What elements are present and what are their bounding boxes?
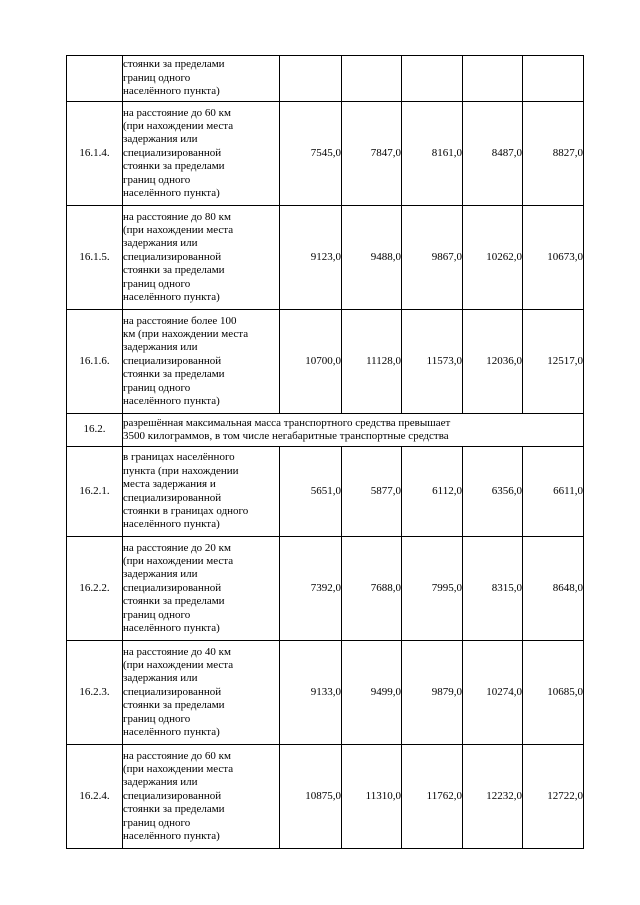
- table-row: [67, 641, 584, 745]
- row-number: 16.2.1.: [67, 447, 123, 537]
- value-cell: 12232,0: [463, 745, 523, 849]
- value-cell: 9867,0: [402, 206, 463, 310]
- value-cell: [342, 56, 402, 102]
- row-number: 16.1.6.: [67, 310, 123, 414]
- value-cell: 9123,0: [280, 206, 342, 310]
- row-description: [123, 310, 280, 414]
- value-cell: 10685,0: [523, 641, 584, 745]
- row-description-text: на расстояние до 40 км (при нахождении места задержания или специализированной стоянки за пределами границ одного населённого пункта): [123, 645, 234, 739]
- table-row: [67, 310, 584, 414]
- value-cell: 6611,0: [523, 447, 584, 537]
- row-number: [67, 56, 123, 102]
- value-cell: 7392,0: [280, 537, 342, 641]
- section-description-text: разрешённая максимальная масса транспортного средства превышает 3500 килограммов, в том числе негабаритные транспортные средства: [123, 416, 451, 442]
- row-description: [123, 206, 280, 310]
- value-cell: 11128,0: [342, 310, 402, 414]
- value-cell: 6356,0: [463, 447, 523, 537]
- value-cell: 7688,0: [342, 537, 402, 641]
- row-number: 16.2.4.: [67, 745, 123, 849]
- value-cell: 10875,0: [280, 745, 342, 849]
- value-cell: 5877,0: [342, 447, 402, 537]
- value-cell: 10274,0: [463, 641, 523, 745]
- value-cell: 8315,0: [463, 537, 523, 641]
- value-cell: 7847,0: [342, 102, 402, 206]
- value-cell: 11310,0: [342, 745, 402, 849]
- value-cell: 9879,0: [402, 641, 463, 745]
- value-cell: 12517,0: [523, 310, 584, 414]
- table-row: [67, 206, 584, 310]
- tariff-table-body: [67, 56, 584, 849]
- table-row: [67, 102, 584, 206]
- row-description-text: на расстояние до 80 км (при нахождении места задержания или специализированной стоянки за пределами границ одного населённого пункта): [123, 210, 234, 304]
- row-number: 16.2.2.: [67, 537, 123, 641]
- row-description-text: стоянки за пределами границ одного населённого пункта): [123, 58, 225, 98]
- value-cell: 12722,0: [523, 745, 584, 849]
- row-description: [123, 56, 280, 102]
- value-cell: 12036,0: [463, 310, 523, 414]
- value-cell: [280, 56, 342, 102]
- row-description-text: на расстояние более 100 км (при нахождении места задержания или специализированной стоянки за пределами границ одного населённого пункта): [123, 314, 249, 408]
- row-description: [123, 745, 280, 849]
- section-description: [123, 414, 584, 447]
- table-row: [67, 745, 584, 849]
- row-description-text: в границах населённого пункта (при нахождении места задержания и специализированной стоянки в границах одного населённого пункта): [123, 451, 249, 531]
- value-cell: 8648,0: [523, 537, 584, 641]
- row-description-text: на расстояние до 20 км (при нахождении места задержания или специализированной стоянки за пределами границ одного населённого пункта): [123, 541, 234, 635]
- value-cell: 11573,0: [402, 310, 463, 414]
- value-cell: 8161,0: [402, 102, 463, 206]
- table-row: [67, 537, 584, 641]
- value-cell: 5651,0: [280, 447, 342, 537]
- row-description-text: на расстояние до 60 км (при нахождении места задержания или специализированной стоянки за пределами границ одного населённого пункта): [123, 749, 234, 843]
- row-description: [123, 537, 280, 641]
- value-cell: 9499,0: [342, 641, 402, 745]
- value-cell: [523, 56, 584, 102]
- value-cell: 7995,0: [402, 537, 463, 641]
- row-description-text: на расстояние до 60 км (при нахождении места задержания или специализированной стоянки за пределами границ одного населённого пункта): [123, 106, 234, 200]
- table-row-section: [67, 414, 584, 447]
- row-number: 16.1.4.: [67, 102, 123, 206]
- value-cell: 11762,0: [402, 745, 463, 849]
- row-number: 16.2.3.: [67, 641, 123, 745]
- value-cell: 8487,0: [463, 102, 523, 206]
- row-number: 16.1.5.: [67, 206, 123, 310]
- row-description: [123, 641, 280, 745]
- row-description: [123, 447, 280, 537]
- section-number: 16.2.: [67, 414, 123, 447]
- value-cell: [402, 56, 463, 102]
- table-row: [67, 56, 584, 102]
- value-cell: 6112,0: [402, 447, 463, 537]
- value-cell: 8827,0: [523, 102, 584, 206]
- value-cell: [463, 56, 523, 102]
- value-cell: 10673,0: [523, 206, 584, 310]
- value-cell: 10700,0: [280, 310, 342, 414]
- value-cell: 10262,0: [463, 206, 523, 310]
- tariff-table: [66, 55, 584, 849]
- value-cell: 9488,0: [342, 206, 402, 310]
- value-cell: 9133,0: [280, 641, 342, 745]
- value-cell: 7545,0: [280, 102, 342, 206]
- row-description: [123, 102, 280, 206]
- table-row: [67, 447, 584, 537]
